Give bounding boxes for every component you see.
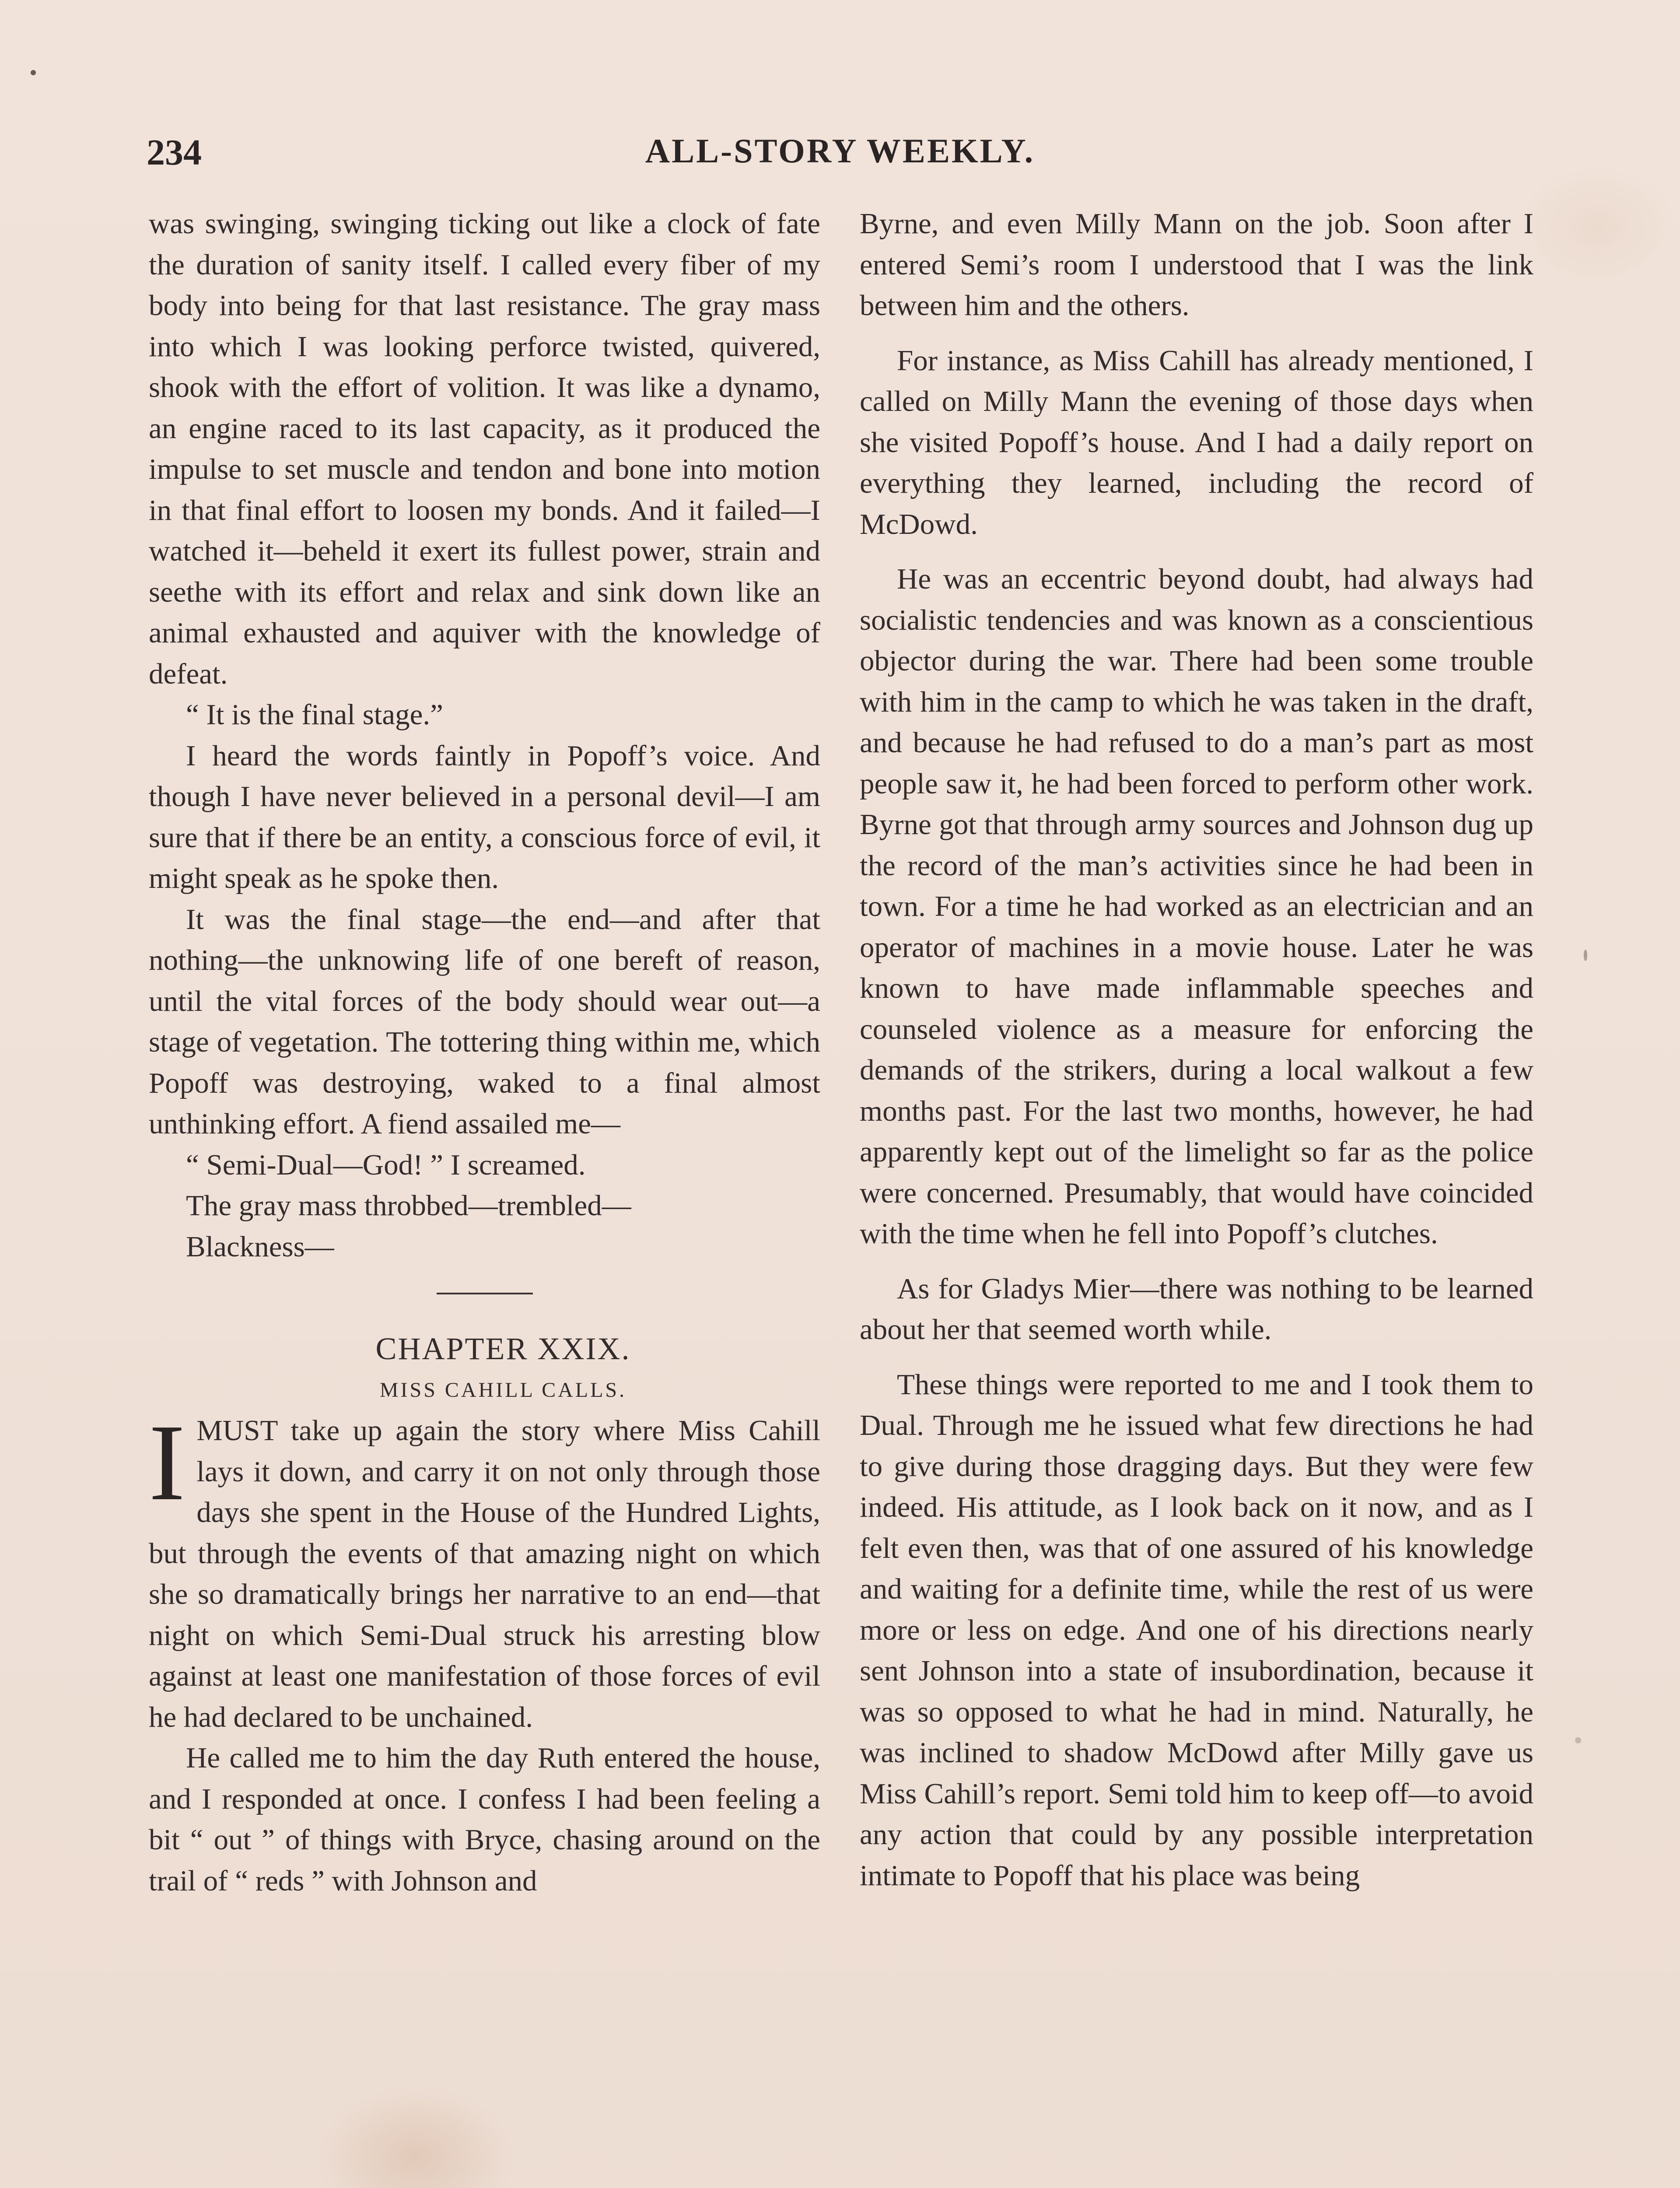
chapter-subtitle: MISS CAHILL CALLS. <box>379 1378 627 1402</box>
paragraph: “ It is the final stage.” <box>186 698 443 731</box>
paper-speck <box>1575 1737 1581 1743</box>
drop-cap: I <box>149 1402 186 1523</box>
paragraph: Blackness— <box>186 1230 334 1263</box>
page-header <box>0 131 1680 179</box>
paragraph: These things were reported to me and I took them to Dual. Through me he issued what few directions he had to give during those dragging days. But they were few indeed. His attitude, as I look back on it now, and as I felt even then, was that of one assured of his knowledge and waiting for a definite time, while the rest of us were more or less on edge. And one of his directions nearly sent Johnson into a state of insubordination, because it was so opposed to what he had in mind. Naturally, he was inclined to shadow McDowd after Milly gave us Miss Cahill’s report. Semi told him to keep off—to avoid any action that could by any possible interpretation intimate to Popoff that his place was being <box>860 1368 1533 1892</box>
paragraph: MUST take up again the story where Miss Cahill lays it down, and carry it on not only through those days she spent in the House of the Hundred Lights, but through the events of that amazing night on which she so dramatically brings her narrative to an end—that night on which Semi-Dual struck his arresting blow against at least one manifestation of those forces of evil he had declared to be unchained. <box>149 1414 820 1733</box>
chapter-opening <box>149 1402 820 1738</box>
paragraph: The gray mass throbbed—trembled— <box>186 1189 631 1222</box>
paper-speck <box>1584 950 1587 961</box>
left-column <box>149 203 820 1901</box>
paragraph: For instance, as Miss Cahill has already mentioned, I called on Milly Mann the evening of those days when she visited Popoff’s house. And I had a daily report on everything they learned, including the record of McDowd. <box>860 344 1533 540</box>
paragraph: Byrne, and even Milly Mann on the job. Soon after I entered Semi’s room I understood that I was the link between him and the others. <box>860 207 1533 322</box>
paragraph: I heard the words faintly in Popoff’s voice. And though I have never believed in a personal devil—I am sure that if there be an entity, a conscious force of evil, it might speak as he spoke then. <box>149 739 820 894</box>
page-number: 234 <box>147 132 202 173</box>
paragraph: “ Semi-Dual—God! ” I screamed. <box>186 1148 586 1181</box>
paragraph: It was the final stage—the end—and after that nothing—the unknowing life of one bereft of reason, until the vital forces of the body should wear out—a stage of vegetation. The tottering thing within me, which Popoff was destroying, waked to a final almost unthinking effort. A fiend assailed me— <box>149 903 820 1140</box>
paragraph: was swinging, swinging ticking out like a clock of fate the duration of sanity itself. I called every fiber of my body into being for that last resistance. The gray mass into which I was looking perforce twisted, quivered, shook with the effort of volition. It was like a dynamo, an engine raced to its last capacity, as it produced the impulse to set muscle and tendon and bone into motion in that final effort to loosen my bonds. And it failed—I watched it—beheld it exert its fullest power, strain and seethe with its effort and relax and sink down like an animal exhausted and aquiver with the knowledge of defeat. <box>149 207 820 690</box>
paragraph: He called me to him the day Ruth entered the house, and I responded at once. I confess I had been feeling a bit “ out ” of things with Bryce, chasing around on the trail of “ reds ” with Johnson and <box>149 1742 820 1897</box>
section-divider <box>437 1293 533 1294</box>
magazine-title: ALL-STORY WEEKLY. <box>645 132 1035 170</box>
paragraph: As for Gladys Mier—there was nothing to be learned about her that seemed worth while. <box>860 1272 1533 1346</box>
right-column <box>860 203 1533 1896</box>
paragraph: He was an eccentric beyond doubt, had always had socialistic tendencies and was known as a conscientious objector during the war. There had been some trouble with him in the camp to which he was taken in the draft, and because he had refused to do a man’s part as most people saw it, he had been forced to perform other work. Byrne got that through army sources and Johnson dug up the record of the man’s activities since he had been in town. For a time he had worked as an electrician and an operator of machines in a movie house. Later he was known to have made inflammable speeches and counseled violence as a measure for enforcing the demands of the strikers, during a local walkout a few months past. For the last two months, however, he had apparently kept out of the limelight so far as the police were concerned. Presumably, that would have coincided with the time when he fell into Popoff’s clutches. <box>860 563 1533 1250</box>
paper-speck <box>31 70 36 75</box>
chapter-title: CHAPTER XXIX. <box>375 1331 631 1366</box>
